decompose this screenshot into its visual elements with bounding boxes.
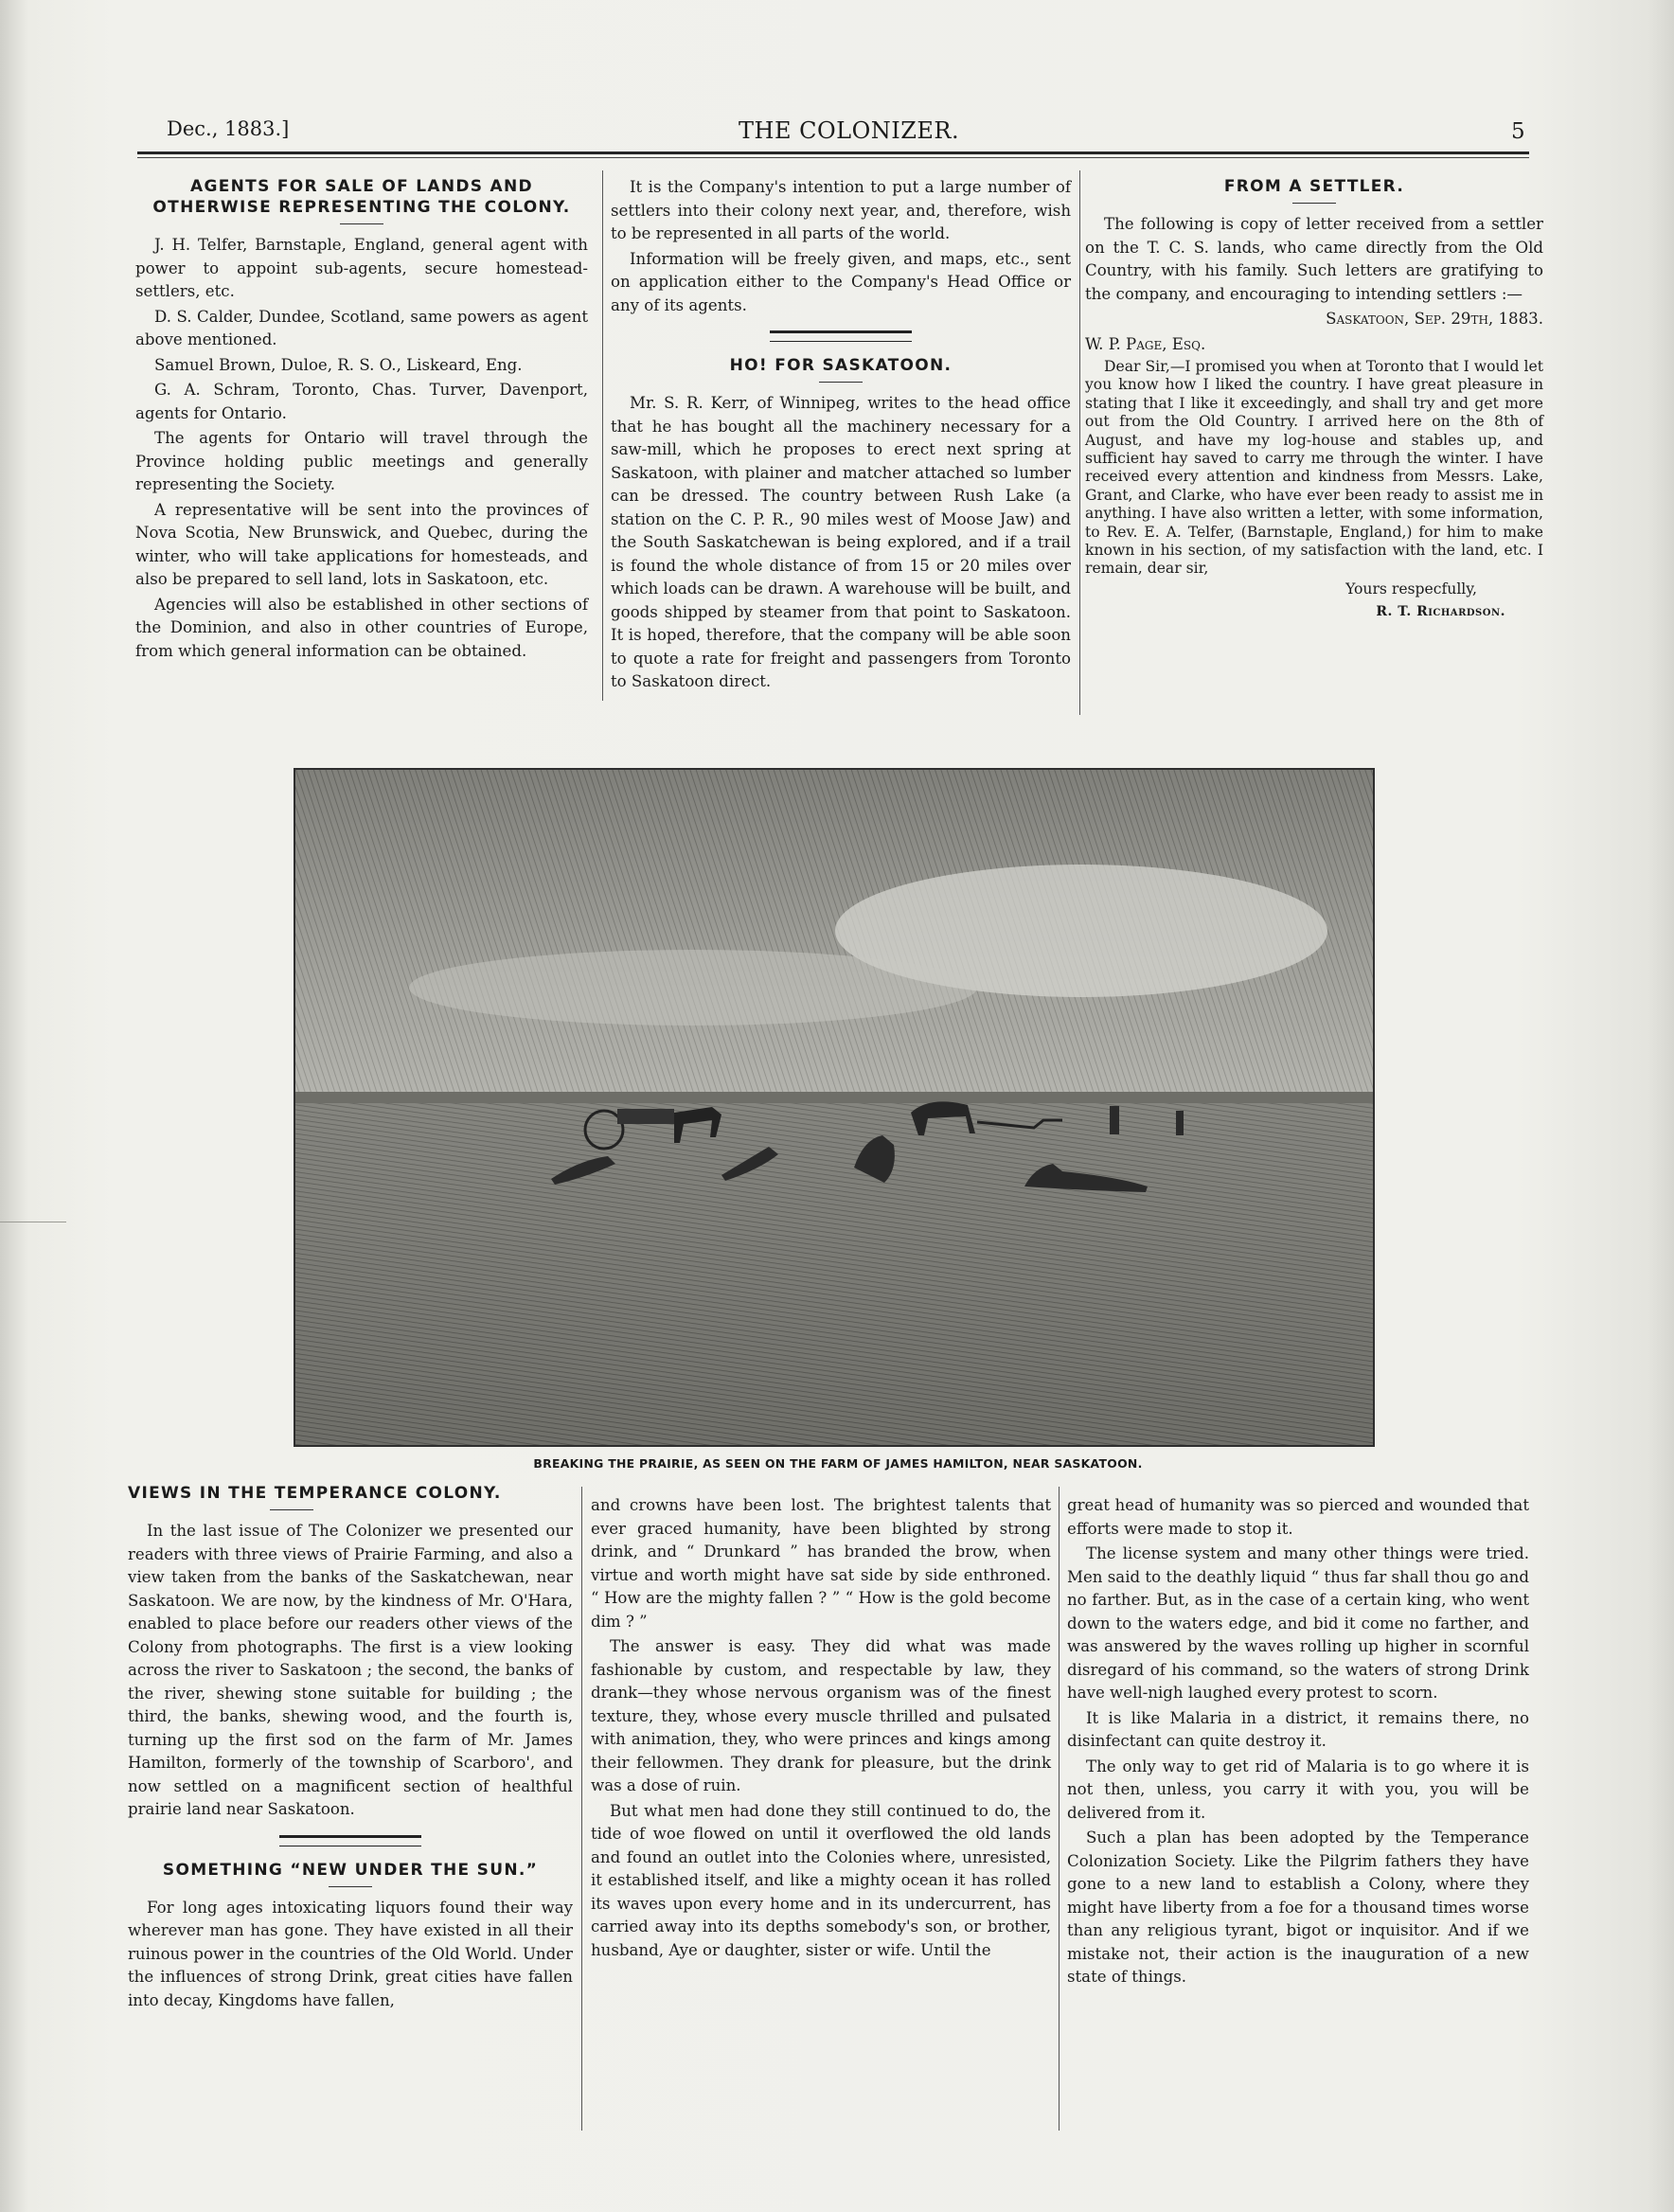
something-paragraph: The license system and many other things were tried. Men said to the deathly liquid “ thus far shall thou go and no farther. But, as in the case of a certain king, who went down to the waters edge, and bid it come no farther, and was answered by the waves rolling up higher in scornful disregard of his command, so the waters of strong Drink have well-nigh laughed every protest to scorn.: [1067, 1544, 1529, 1702]
heading-dash: [329, 1886, 372, 1887]
temperance-paragraph: In the last issue of The Colonizer we presented our readers with three views of Prairie Farming, and also a view taken from the banks of the Saskatchewan, near Saskatoon. We are now, by the kindness of Mr. O'Hara, enabled to place before our readers other views of the Colony from photographs. The first is a view looking across the river to Saskatoon ; the second, the banks of the river, shewing stone suitable for building ; the third, the banks, shewing wood, and the fourth is, turning up the first sod on the farm of Mr. James Hamilton, formerly of the township of Scarboro', and now settled on a magnificent section of healthful prairie land near Saskatoon.: [128, 1522, 573, 1818]
prairie-engraving-image: [295, 770, 1373, 1445]
something-paragraph: great head of humanity was so pierced and wounded that efforts were made to stop it.: [1067, 1496, 1529, 1538]
agents-paragraph: A representative will be sent into the provinces of Nova Scotia, New Brunswick, and Quebec, during the winter, who will take applications for homesteads, and also be prepared to sell land, lots in Saskatoon, etc.: [135, 500, 588, 588]
heading-dash: [270, 1509, 313, 1510]
agents-article: [135, 176, 588, 665]
agents-paragraph: J. H. Telfer, Barnstaple, England, general agent with power to appoint sub-agents, secure homestead-settlers, etc.: [135, 236, 588, 300]
column-divider: [1059, 1487, 1060, 2131]
something-paragraph: Such a plan has been adopted by the Temperance Colonization Society. Like the Pilgrim fathers they have gone to a new land to establish a Colony, where they might have liberty from a foe for a thousand times worse than any religious tyrant, bigot or inquisitor. And if we mistake not, their action is the inauguration of a new state of things.: [1067, 1828, 1529, 1986]
saskatoon-column: [611, 176, 1071, 696]
something-paragraph: The only way to get rid of Malaria is to go where it is not then, unless, you carry it with you, you will be delivered from it.: [1067, 1757, 1529, 1822]
heading-dash: [1292, 203, 1336, 204]
agents-heading: AGENTS FOR SALE OF LANDS AND OTHERWISE REPRESENTING THE COLONY.: [152, 177, 571, 217]
temperance-heading: VIEWS IN THE TEMPERANCE COLONY.: [128, 1484, 502, 1503]
prairie-engraving: [294, 768, 1375, 1447]
something-paragraph: But what men had done they still continued to do, the tide of woe flowed on until it overflowed the old lands and found an outlet into the Colonies where, unresisted, it established itself, and like a mighty ocean it has rolled its waves upon every home and in its undercurrent, has carried away into its depths somebody's son, or brother, husband, Aye or daughter, sister or wife. Until the: [591, 1801, 1051, 1959]
section-double-rule: [770, 330, 912, 342]
issue-date: Dec., 1883.]: [167, 117, 290, 140]
settler-intro: The following is copy of letter received from a settler on the T. C. S. lands, who came directly from the Old Country, with his family. Such letters are gratifying to the company, and encouraging to intending settlers :—: [1085, 215, 1543, 303]
settler-letter: Dear Sir,—I promised you when at Toronto that I would let you know how I liked the country. I have great pleasure in stating that I like it exceedingly, and shall try and get more out from the Old Country. I arrived here on the 8th of August, and have my log-house and stables up, and sufficient hay saved to carry me through the winter. I have received every attention and kindness from Messrs. Lake, Grant, and Clarke, who have ever been ready to assist me in anything. I have also written a letter, with some information, to Rev. E. A. Telfer, (Barnstaple, England,) for him to make known in his section, of my satisfaction with the land, etc. I remain, dear sir,: [1085, 358, 1543, 578]
header-rule: [137, 152, 1529, 154]
column-divider: [602, 170, 603, 701]
settler-closing: Yours respecfully,: [1345, 580, 1477, 598]
something-paragraph: For long ages intoxicating liquors found their way wherever man has gone. They have existed in all their ruinous power in the countries of the Old World. Under the influences of strong Drink, great cities have fallen into decay, Kingdoms have fallen,: [128, 1898, 573, 2009]
saskatoon-heading: HO! FOR SASKATOON.: [729, 356, 953, 375]
settler-heading: FROM A SETTLER.: [1223, 177, 1405, 196]
section-double-rule: [279, 1835, 421, 1846]
agents-paragraph: The agents for Ontario will travel through the Province holding public meetings and generally representing the Society.: [135, 429, 588, 493]
agents-paragraph: D. S. Calder, Dundee, Scotland, same powers as agent above mentioned.: [135, 307, 588, 348]
intentions-paragraph: It is the Company's intention to put a large number of settlers into their colony next year, and, therefore, wish to be represented in all parts of the world.: [611, 178, 1071, 242]
column-divider: [1079, 170, 1080, 715]
heading-dash: [819, 382, 863, 383]
something-column-3: [1067, 1494, 1529, 1991]
something-column-2: [591, 1494, 1051, 1964]
page-number: 5: [1511, 119, 1525, 144]
something-paragraph: The answer is easy. They did what was made fashionable by custom, and respectable by law, they drank—they whose nervous organism was of the finest texture, they, whose every muscle thrilled and pulsated with animation, they, who were princes and kings among their fellowmen. They drank for pleasure, but the drink was a dose of ruin.: [591, 1637, 1051, 1794]
agents-paragraph: Samuel Brown, Duloe, R. S. O., Liskeard, Eng.: [154, 355, 523, 374]
header-rule-thin: [137, 157, 1529, 158]
something-paragraph: It is like Malaria in a district, it remains there, no disinfectant can quite destroy it.: [1067, 1708, 1529, 1750]
intentions-paragraph: Information will be freely given, and maps, etc., sent on application either to the Company's Head Office or any of its agents.: [611, 249, 1071, 314]
illustration-caption: BREAKING THE PRAIRIE, AS SEEN ON THE FARM OF JAMES HAMILTON, NEAR SASKATOON.: [533, 1456, 1143, 1471]
saskatoon-paragraph: Mr. S. R. Kerr, of Winnipeg, writes to the head office that he has bought all the machinery necessary for a saw-mill, which he proposes to erect next spring at Saskatoon, with plainer and matcher attached so lumber can be dressed. The country between Rush Lake (a station on the C. P. R., 90 miles west of Moose Jaw) and the South Saskatchewan is being explored, and if a trail is found the whole distance of from 15 or 20 miles over which loads can be drawn. A warehouse will be built, and goods shipped by steamer from that point to Saskatoon. It is hoped, therefore, that the company will be able soon to quote a rate for freight and passengers from Toronto to Saskatoon direct.: [611, 394, 1071, 690]
newspaper-title: THE COLONIZER.: [739, 117, 960, 144]
something-paragraph: and crowns have been lost. The brightest talents that ever graced humanity, have been blighted by strong drink, and “ Drunkard ” has branded the brow, when virtue and worth might have sat side by side enthroned. “ How are the mighty fallen ? ” “ How is the gold become dim ? ”: [591, 1496, 1051, 1631]
agents-paragraph: Agencies will also be established in other sections of the Dominion, and also in other countries of Europe, from which general information can be obtained.: [135, 595, 588, 660]
heading-dash: [340, 223, 383, 224]
settler-dateline: Saskatoon, Sep. 29th, 1883.: [1326, 310, 1543, 328]
settler-article: [1085, 176, 1543, 626]
settler-signature: R. T. Richardson.: [1376, 604, 1505, 620]
temperance-column: [128, 1483, 573, 2014]
something-heading: SOMETHING “NEW UNDER THE SUN.”: [162, 1860, 539, 1880]
settler-addressee: W. P. Page, Esq.: [1085, 334, 1206, 353]
agents-paragraph: G. A. Schram, Toronto, Chas. Turver, Davenport, agents for Ontario.: [135, 381, 588, 422]
column-divider: [581, 1487, 582, 2131]
